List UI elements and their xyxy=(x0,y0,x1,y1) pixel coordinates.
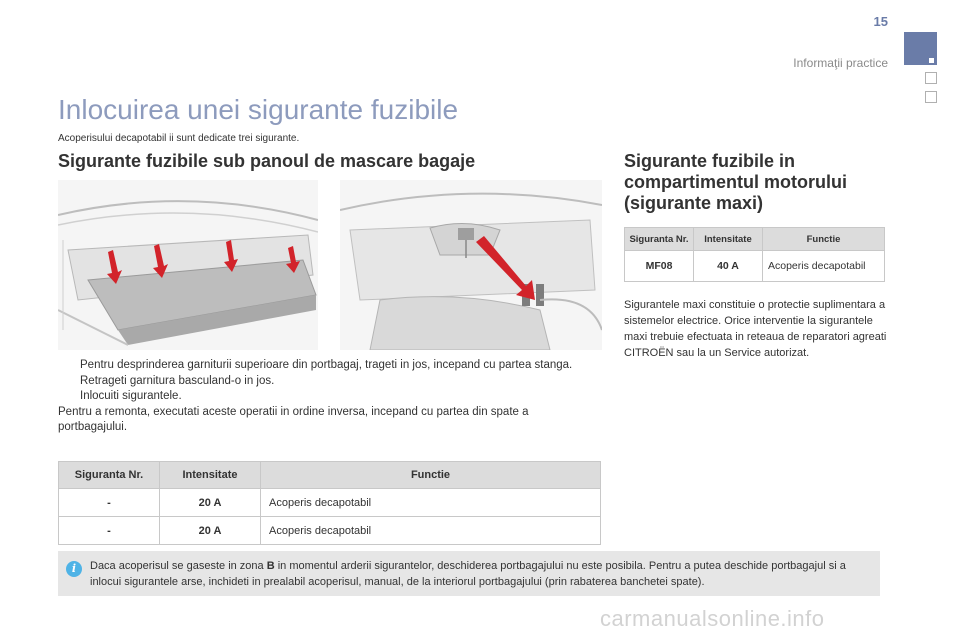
fuse-number-cell: MF08 xyxy=(625,251,694,282)
maxi-fuse-table xyxy=(624,227,885,282)
col-function: Functie xyxy=(763,228,885,251)
intro-text: Acoperisului decapotabil ii sunt dedicate trei sigurante. xyxy=(58,133,300,144)
maxi-fuse-text: Sigurantele maxi constituie o protectie suplimentara a sistemelor electrice. Orice interventie la sigurantele maxi trebuie efectuata in reteaua de reparatori agreati CITROËN sau la un Service autorizat. xyxy=(624,299,887,359)
watermark: carmanualsonline.info xyxy=(600,606,825,631)
col-fuse-number: Siguranta Nr. xyxy=(625,228,694,251)
info-text-before: Daca acoperisul se gaseste in zona xyxy=(90,560,267,572)
bullet-icon xyxy=(58,389,80,405)
table-row xyxy=(625,251,885,282)
info-icon: i xyxy=(66,561,82,577)
col-intensity: Intensitate xyxy=(160,462,261,489)
col-intensity: Intensitate xyxy=(694,228,763,251)
table-header-row xyxy=(59,462,601,489)
right-section-title: Sigurante fuzibile in compartimentul motorului (sigurante maxi) xyxy=(624,151,848,213)
page-title: Inlocuirea unei sigurante fuzibile xyxy=(58,94,459,125)
bullet-icon xyxy=(58,374,80,390)
info-zone-label: B xyxy=(266,560,275,572)
step-text: Inlocuiti sigurantele. xyxy=(80,390,182,402)
info-box xyxy=(58,551,880,596)
function-cell: Acoperis decapotabil xyxy=(261,489,601,517)
table-row xyxy=(59,489,601,517)
intensity-cell: 20 A xyxy=(160,489,261,517)
intensity-cell: 20 A xyxy=(160,517,261,545)
table-header-row xyxy=(625,228,885,251)
info-text xyxy=(90,558,874,590)
step-item xyxy=(58,389,578,405)
col-function: Functie xyxy=(261,462,601,489)
table-row xyxy=(59,517,601,545)
bullet-icon xyxy=(58,358,80,374)
page-tab-dot xyxy=(929,58,934,63)
page-tab-active[interactable] xyxy=(904,32,937,65)
step-item xyxy=(58,374,578,390)
col-fuse-number: Siguranta Nr. xyxy=(59,462,160,489)
function-cell: Acoperis decapotabil xyxy=(261,517,601,545)
page-tab[interactable] xyxy=(925,91,937,103)
reassembly-note: Pentru a remonta, executati aceste operatii in ordine inversa, incepand cu partea din spate a portbagajului. xyxy=(58,405,529,433)
info-text-after: in momentul arderii sigurantelor, deschiderea portbagajului nu este posibila. Pentru a putea deschide portbagajul si a inlocui sigurantele arse, inchideti in prealabil acoperisul, manual, de la interiorul portbagajului (prin rabaterea banchetei spate). xyxy=(90,560,846,588)
page-number: 15 xyxy=(873,14,888,29)
trunk-trim-photo xyxy=(58,180,318,350)
function-cell: Acoperis decapotabil xyxy=(763,251,885,282)
fuse-location-photo xyxy=(340,180,602,350)
trunk-fuse-table xyxy=(58,461,601,545)
page-tab[interactable] xyxy=(925,72,937,84)
step-text: Pentru desprinderea garniturii superioare din portbagaj, trageti in jos, incepand cu partea stanga. xyxy=(80,359,573,371)
left-section-title: Sigurante fuzibile sub panoul de mascare bagaje xyxy=(58,151,476,171)
fuse-number-cell: - xyxy=(59,489,160,517)
step-item xyxy=(58,358,578,374)
step-text: Retrageti garnitura basculand-o in jos. xyxy=(80,374,275,387)
instructions xyxy=(58,358,578,436)
fuse-number-cell: - xyxy=(59,517,160,545)
intensity-cell: 40 A xyxy=(694,251,763,282)
section-name: Informaţii practice xyxy=(793,56,888,70)
